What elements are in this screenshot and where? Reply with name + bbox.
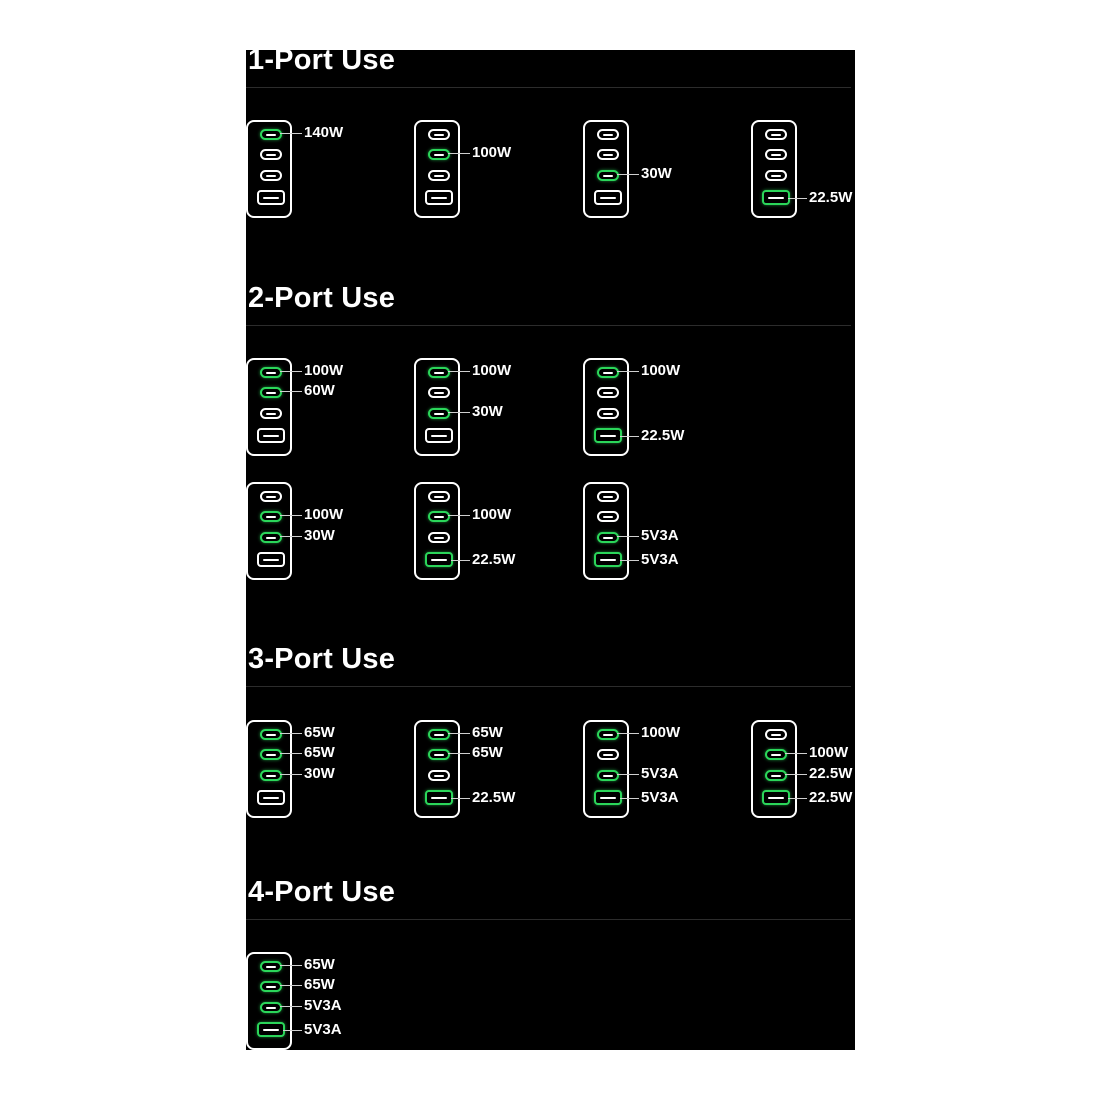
charger-diagram — [414, 358, 512, 456]
charger-body — [246, 720, 292, 818]
usb-c-port-icon — [428, 749, 450, 760]
usb-c-port-icon — [597, 729, 619, 740]
section-divider — [246, 325, 851, 326]
port-output-label: 65W — [472, 723, 503, 741]
usb-c-port-icon — [597, 491, 619, 502]
charger-diagram — [583, 120, 672, 218]
charger-body — [583, 120, 629, 218]
port-output-label: 65W — [304, 743, 335, 761]
charger-body — [246, 482, 292, 580]
usb-c-port-icon — [260, 729, 282, 740]
usb-c-port-icon — [428, 129, 450, 140]
usb-c-port-icon — [597, 129, 619, 140]
usb-a-port-icon — [257, 1022, 285, 1037]
charger-diagram — [751, 720, 853, 818]
leader-line — [280, 371, 302, 372]
leader-line — [280, 515, 302, 516]
usb-c-port-icon — [428, 491, 450, 502]
usb-c-port-icon — [428, 770, 450, 781]
charger-body — [583, 482, 629, 580]
port-output-label: 5V3A — [304, 1020, 342, 1038]
port-output-label: 5V3A — [304, 996, 342, 1014]
port-output-label: 100W — [472, 361, 512, 379]
charger-body — [246, 120, 292, 218]
leader-line — [788, 798, 807, 799]
port-output-label: 22.5W — [641, 426, 685, 444]
charger-body — [414, 358, 460, 456]
usb-c-port-icon — [260, 981, 282, 992]
charger-diagram — [246, 482, 344, 580]
port-output-label: 65W — [304, 723, 335, 741]
port-output-label: 100W — [809, 743, 849, 761]
leader-line — [617, 733, 639, 734]
port-output-label: 30W — [641, 164, 672, 182]
leader-line — [280, 965, 302, 966]
charger-diagram — [246, 952, 342, 1050]
usb-c-port-icon — [765, 170, 787, 181]
usb-c-port-icon — [765, 749, 787, 760]
charger-diagram — [751, 120, 853, 218]
usb-c-port-icon — [260, 1002, 282, 1013]
charger-body — [583, 358, 629, 456]
usb-a-port-icon — [594, 428, 622, 443]
port-output-label: 22.5W — [472, 550, 516, 568]
leader-line — [617, 774, 639, 775]
charger-body — [414, 482, 460, 580]
usb-c-port-icon — [765, 729, 787, 740]
leader-line — [617, 536, 639, 537]
usb-c-port-icon — [260, 129, 282, 140]
leader-line — [280, 391, 302, 392]
charger-body — [414, 120, 460, 218]
usb-c-port-icon — [597, 149, 619, 160]
port-output-label: 5V3A — [641, 764, 679, 782]
usb-a-port-icon — [257, 552, 285, 567]
section-title-3-port: 3-Port Use — [248, 643, 396, 675]
usb-c-port-icon — [428, 387, 450, 398]
usb-a-port-icon — [257, 790, 285, 805]
leader-line — [451, 798, 470, 799]
usb-c-port-icon — [260, 961, 282, 972]
charger-body — [246, 358, 292, 456]
charger-diagram — [414, 720, 516, 818]
leader-line — [620, 436, 639, 437]
port-output-label: 100W — [472, 505, 512, 523]
leader-line — [620, 560, 639, 561]
port-output-label: 65W — [304, 975, 335, 993]
usb-c-port-icon — [260, 491, 282, 502]
charger-diagram — [583, 358, 685, 456]
charger-body — [414, 720, 460, 818]
usb-c-port-icon — [260, 408, 282, 419]
leader-line — [280, 753, 302, 754]
port-output-label: 100W — [641, 723, 681, 741]
leader-line — [280, 133, 302, 134]
usb-c-port-icon — [260, 367, 282, 378]
usb-c-port-icon — [260, 387, 282, 398]
charger-diagram — [583, 482, 679, 580]
leader-line — [448, 412, 470, 413]
port-output-label: 60W — [304, 381, 335, 399]
port-output-label: 5V3A — [641, 788, 679, 806]
port-output-label: 30W — [304, 764, 335, 782]
leader-line — [448, 515, 470, 516]
usb-c-port-icon — [597, 511, 619, 522]
leader-line — [280, 774, 302, 775]
leader-line — [448, 733, 470, 734]
leader-line — [280, 733, 302, 734]
usb-c-port-icon — [260, 170, 282, 181]
port-output-label: 30W — [304, 526, 335, 544]
usb-c-port-icon — [765, 770, 787, 781]
usb-c-port-icon — [428, 511, 450, 522]
usb-a-port-icon — [594, 190, 622, 205]
port-output-label: 100W — [641, 361, 681, 379]
charger-diagram — [246, 358, 344, 456]
usb-a-port-icon — [594, 552, 622, 567]
port-output-label: 22.5W — [809, 788, 853, 806]
usb-c-port-icon — [597, 770, 619, 781]
charger-body — [583, 720, 629, 818]
usb-c-port-icon — [428, 532, 450, 543]
usb-c-port-icon — [428, 408, 450, 419]
usb-c-port-icon — [260, 770, 282, 781]
usb-c-port-icon — [428, 170, 450, 181]
usb-c-port-icon — [597, 532, 619, 543]
usb-a-port-icon — [425, 428, 453, 443]
port-output-label: 5V3A — [641, 526, 679, 544]
usb-a-port-icon — [762, 190, 790, 205]
leader-line — [280, 1006, 302, 1007]
usb-c-port-icon — [260, 749, 282, 760]
charger-body — [246, 952, 292, 1050]
section-title-1-port: 1-Port Use — [248, 50, 396, 76]
port-output-label: 65W — [472, 743, 503, 761]
leader-line — [788, 198, 807, 199]
usb-c-port-icon — [428, 729, 450, 740]
usb-c-port-icon — [428, 149, 450, 160]
port-output-label: 22.5W — [472, 788, 516, 806]
usb-c-port-icon — [260, 149, 282, 160]
usb-c-port-icon — [597, 387, 619, 398]
charger-diagram — [414, 482, 516, 580]
port-output-label: 5V3A — [641, 550, 679, 568]
leader-line — [283, 1030, 302, 1031]
leader-line — [280, 536, 302, 537]
usb-a-port-icon — [257, 428, 285, 443]
section-divider — [246, 919, 851, 920]
usb-c-port-icon — [260, 511, 282, 522]
leader-line — [448, 753, 470, 754]
leader-line — [617, 371, 639, 372]
section-divider — [246, 87, 851, 88]
charger-diagram — [583, 720, 681, 818]
usb-c-port-icon — [765, 149, 787, 160]
usb-a-port-icon — [257, 190, 285, 205]
usb-c-port-icon — [428, 367, 450, 378]
leader-line — [617, 174, 639, 175]
leader-line — [448, 153, 470, 154]
usb-a-port-icon — [425, 190, 453, 205]
port-usage-panel — [246, 50, 855, 1050]
port-output-label: 140W — [304, 123, 344, 141]
usb-c-port-icon — [260, 532, 282, 543]
leader-line — [280, 985, 302, 986]
usb-a-port-icon — [762, 790, 790, 805]
usb-c-port-icon — [597, 367, 619, 378]
usb-c-port-icon — [597, 170, 619, 181]
charger-diagram — [414, 120, 512, 218]
leader-line — [448, 371, 470, 372]
port-output-label: 30W — [472, 402, 503, 420]
port-output-label: 22.5W — [809, 764, 853, 782]
charger-diagram — [246, 720, 335, 818]
usb-a-port-icon — [594, 790, 622, 805]
charger-diagram — [246, 120, 344, 218]
leader-line — [451, 560, 470, 561]
usb-c-port-icon — [597, 408, 619, 419]
port-output-label: 22.5W — [809, 188, 853, 206]
leader-line — [620, 798, 639, 799]
port-output-label: 65W — [304, 955, 335, 973]
usb-c-port-icon — [597, 749, 619, 760]
leader-line — [785, 774, 807, 775]
port-output-label: 100W — [472, 143, 512, 161]
section-divider — [246, 686, 851, 687]
leader-line — [785, 753, 807, 754]
usb-a-port-icon — [425, 552, 453, 567]
section-title-4-port: 4-Port Use — [248, 876, 396, 908]
charger-body — [751, 720, 797, 818]
charger-body — [751, 120, 797, 218]
port-output-label: 100W — [304, 505, 344, 523]
usb-a-port-icon — [425, 790, 453, 805]
usb-c-port-icon — [765, 129, 787, 140]
port-output-label: 100W — [304, 361, 344, 379]
section-title-2-port: 2-Port Use — [248, 282, 396, 314]
